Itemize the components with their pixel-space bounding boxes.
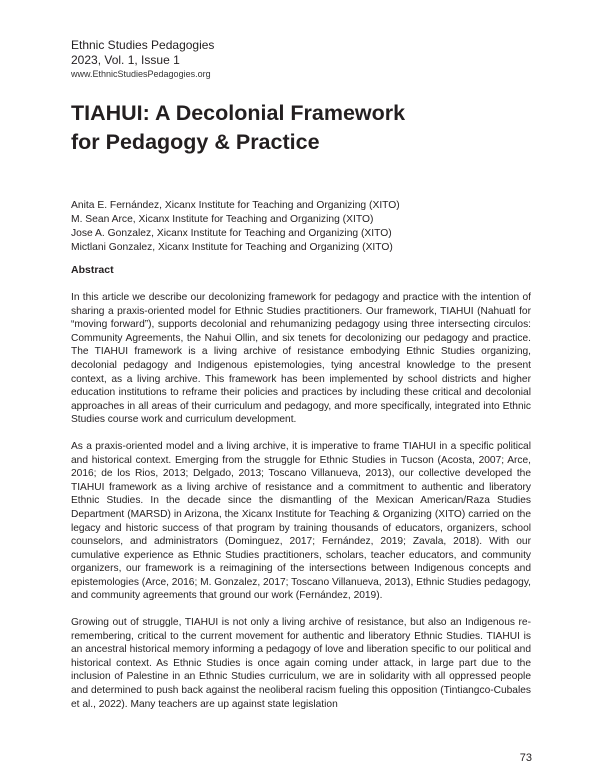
body-paragraph: In this article we describe our decolonizing framework for pedagogy and practice with the intention of sharing a praxis-oriented model for Ethnic Studies practitioners. Our framework, TIAHUI (Nahuatl for “moving forward”), supports decolonial and rehumanizing pedagogy using three intersecting circulos: Community Agreements, the Nahui Ollin, and six tenets for decolonizing our pedagogy and practice. The TIAHUI framework is a living archive of resistance embodying Ethnic Studies organizing, decolonial pedagogy and Indigenous epistemologies, tying ancestral knowledge to the present context, as a living archive. This framework has been implemented by school districts and higher education institutions to reframe their policies and practices by including these critical and decolonial approaches in all areas of their curriculum and pedagogy, and more specifically, integrated into Ethnic Studies course work and curriculum development. [71,292,531,426]
journal-header [71,38,531,81]
author-line: Anita E. Fernández, Xicanx Institute for Teaching and Organizing (XITO) [71,200,400,211]
journal-volume-issue: 2023, Vol. 1, Issue 1 [71,53,180,67]
author-line: Jose A. Gonzalez, Xicanx Institute for Teaching and Organizing (XITO) [71,228,392,239]
journal-name: Ethnic Studies Pedagogies [71,38,215,52]
abstract-heading: Abstract [71,264,114,276]
author-line: M. Sean Arce, Xicanx Institute for Teaching and Organizing (XITO) [71,214,374,225]
page-number: 73 [519,752,532,764]
body-paragraph: As a praxis-oriented model and a living archive, it is imperative to frame TIAHUI in a specific political and historical context. Emerging from the struggle for Ethnic Studies in Tucson (Acosta, 2007; Arce, 2016; de los Rios, 2013; Delgado, 2013; Toscano Villanueva, 2013), our collective developed the TIAHUI framework as a living archive of resistance and a commitment to authentic and liberatory Ethnic Studies. In the decade since the dismantling of the Mexican American/Raza Studies Department (MARSD) in Arizona, the Xicanx Institute for Teaching & Organizing (XITO) carried on the legacy and historic success of that program by training thousands of educators, organizers, school counselors, and administrators (Dominguez, 2017; Fernández, 2019; Zavala, 2018). With our cumulative experience as Ethnic Studies practitioners, scholars, teacher educators, and community organizers, our framework is a reimagining of the intersections between Indigenous concepts and epistemologies (Arce, 2016; M. Gonzalez, 2017; Toscano Villanueva, 2013), Ethnic Studies pedagogy, and community agreements that ground our work (Fernández, 2019). [71,440,531,602]
body-paragraph: Growing out of struggle, TIAHUI is not only a living archive of resistance, but also an Indigenous re-remembering, critical to the current movement for authentic and liberatory Ethnic Studies. TIAHUI is an ancestral historical memory informing a pedagogy of love and liberation specific to our political and historical context. As Ethnic Studies is once again coming under attack, in large part due to the inclusion of Palestine in an Ethnic Studies curriculum, we are in solidarity with all oppressed people and determined to push back against the neoliberal racism fueling this opposition (Tintiangco-Cubales et al., 2022). Many teachers are up against state legislation [71,617,531,710]
author-line: Mictlani Gonzalez, Xicanx Institute for Teaching and Organizing (XITO) [71,242,393,253]
abstract-body [71,291,531,724]
article-title: TIAHUI: A Decolonial Framework for Pedagogy & Practice [71,101,406,154]
author-list [71,199,541,255]
journal-url[interactable]: www.EthnicStudiesPedagogies.org [71,69,211,79]
